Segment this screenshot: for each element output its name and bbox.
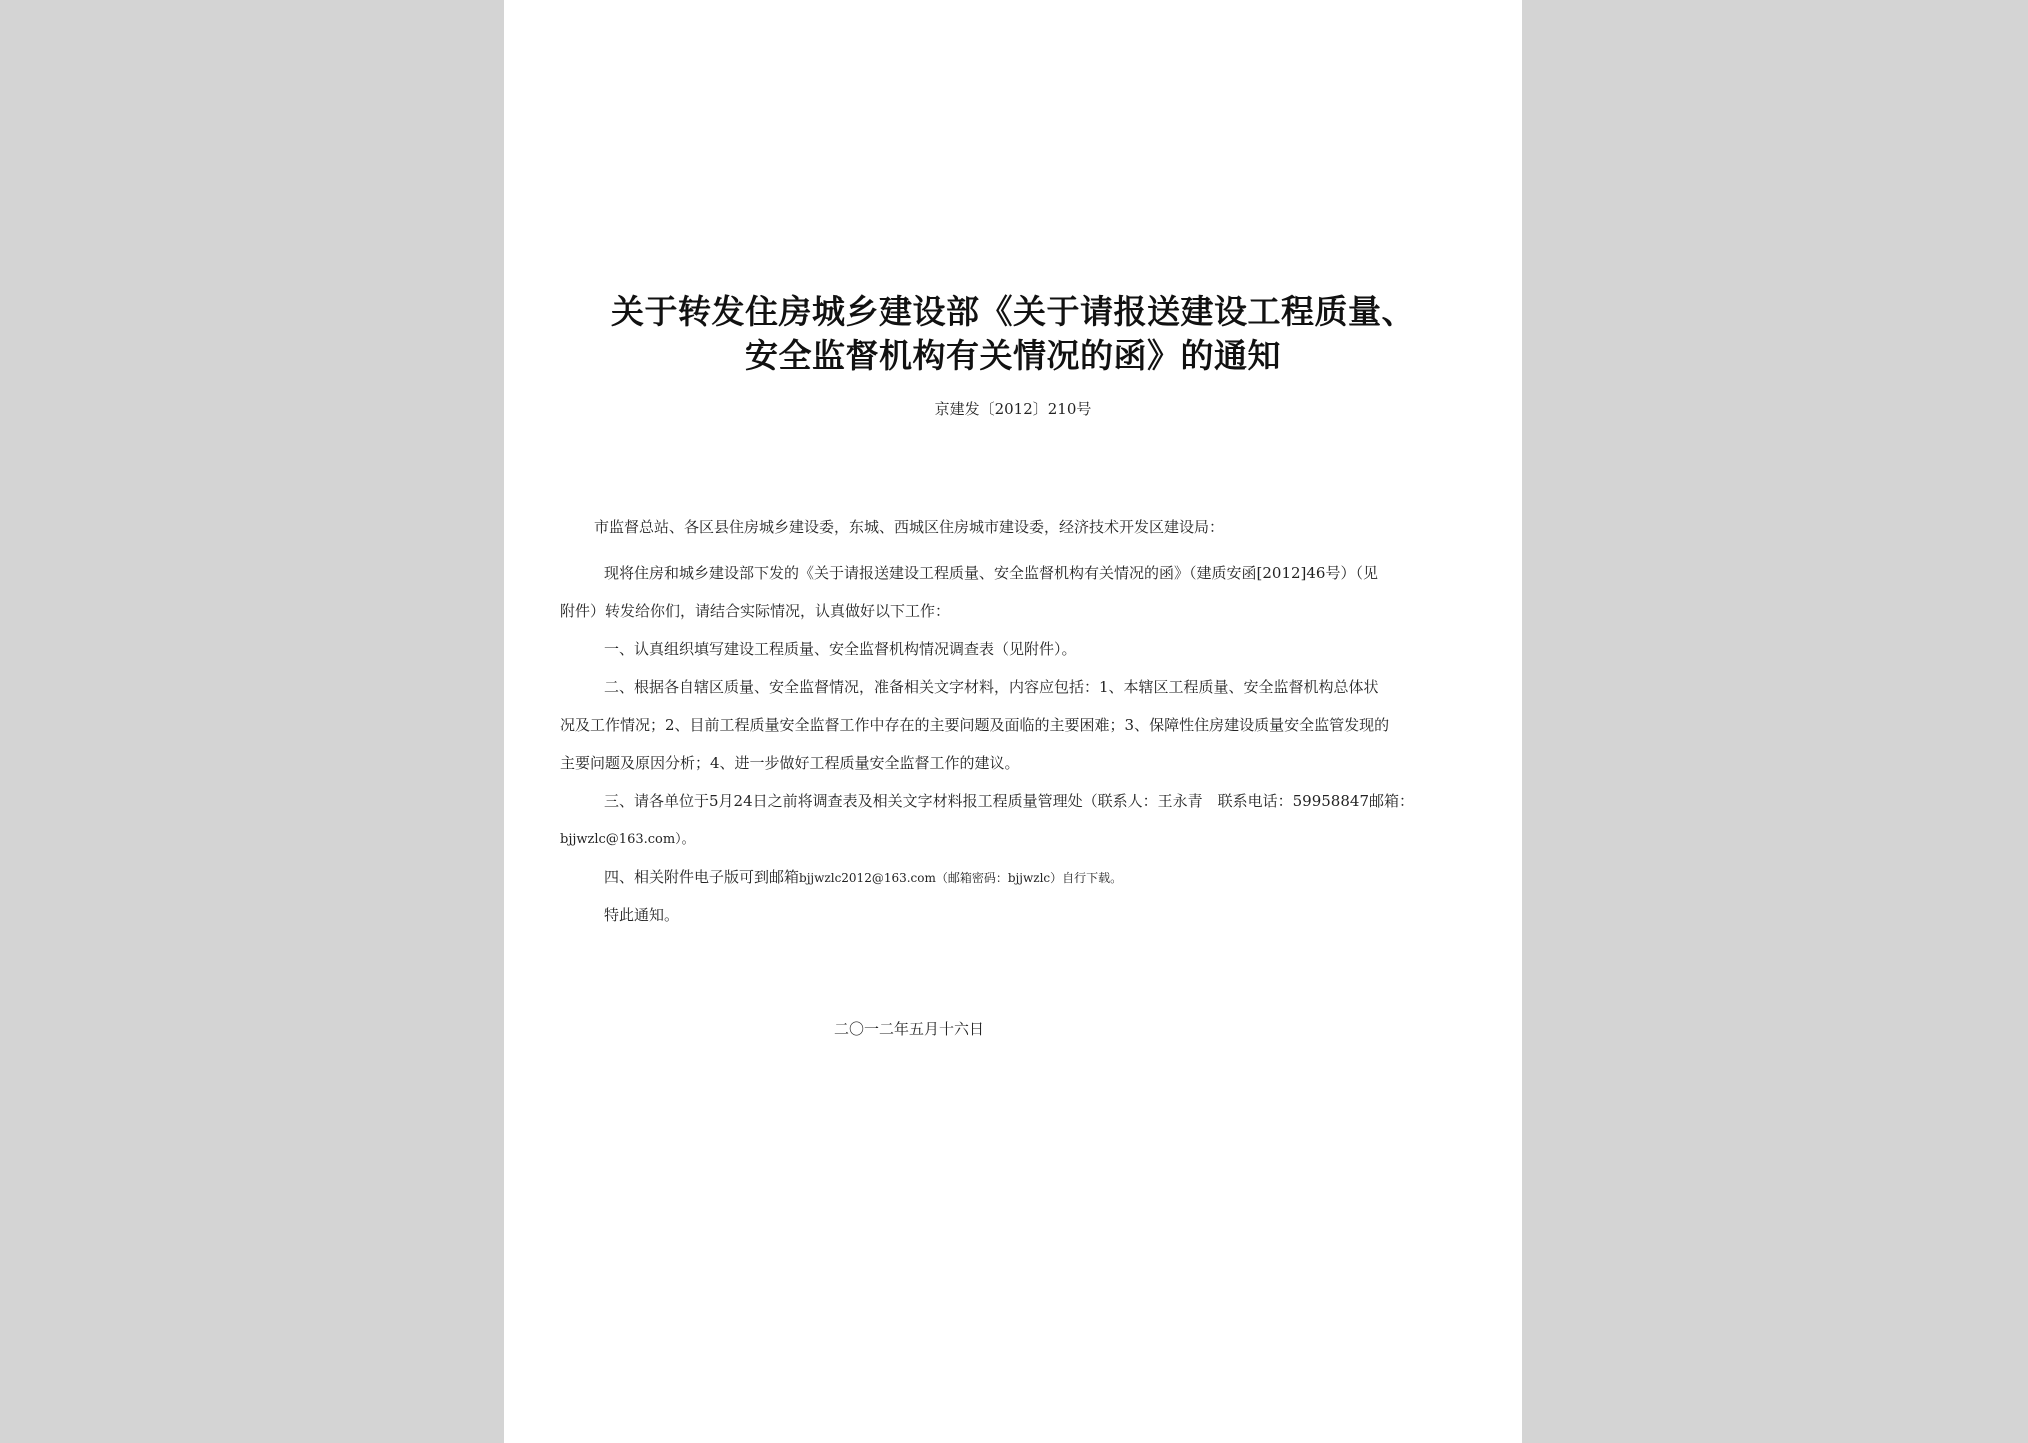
item-2-line-2: 况及工作情况；2、目前工程质量安全监督工作中存在的主要问题及面临的主要困难；3、保障性住房建设质量安全监管发现的 [560,716,1390,734]
document-title [544,290,1482,378]
item-4 [604,866,1520,887]
item-2-line-3: 主要问题及原因分析；4、进一步做好工程质量安全监督工作的建议。 [560,754,1020,772]
title-line-1: 关于转发住房城乡建设部《关于请报送建设工程质量、 [611,292,1415,331]
item-1: 一、认真组织填写建设工程质量、安全监督机构情况调查表（见附件）。 [604,640,1077,658]
item-3-line-2: bjjwzlc@163.com）。 [560,832,695,847]
paragraph-1-line-2: 附件）转发给你们，请结合实际情况，认真做好以下工作： [560,602,951,620]
paragraph-1-line-1: 现将住房和城乡建设部下发的《关于请报送建设工程质量、安全监督机构有关情况的函》（建质安函[2012]46号）（见 [604,564,1378,582]
title-line-2: 安全监督机构有关情况的函》的通知 [745,336,1281,375]
closing-text: 特此通知。 [604,906,680,924]
item-2-line-1: 二、根据各自辖区质量、安全监督情况，准备相关文字材料，内容应包括：1、本辖区工程质量、安全监督机构总体状 [604,678,1379,696]
document-number: 京建发〔2012〕210号 [934,400,1092,418]
document-page [504,0,1522,1443]
document-date: 二〇一二年五月十六日 [834,1020,985,1038]
item-4-prefix: 四、相关附件电子版可到邮箱 [604,868,800,886]
salutation: 市监督总站、各区县住房城乡建设委，东城、西城区住房城市建设委，经济技术开发区建设局： [594,518,1225,536]
item-3-line-1: 三、请各单位于5月24日之前将调查表及相关文字材料报工程质量管理处（联系人：王永青 联系电话：59958847邮箱： [604,792,1414,810]
item-4-email: bjjwzlc2012@163.com（邮箱密码：bjjwzlc）自行下载。 [799,871,1123,885]
